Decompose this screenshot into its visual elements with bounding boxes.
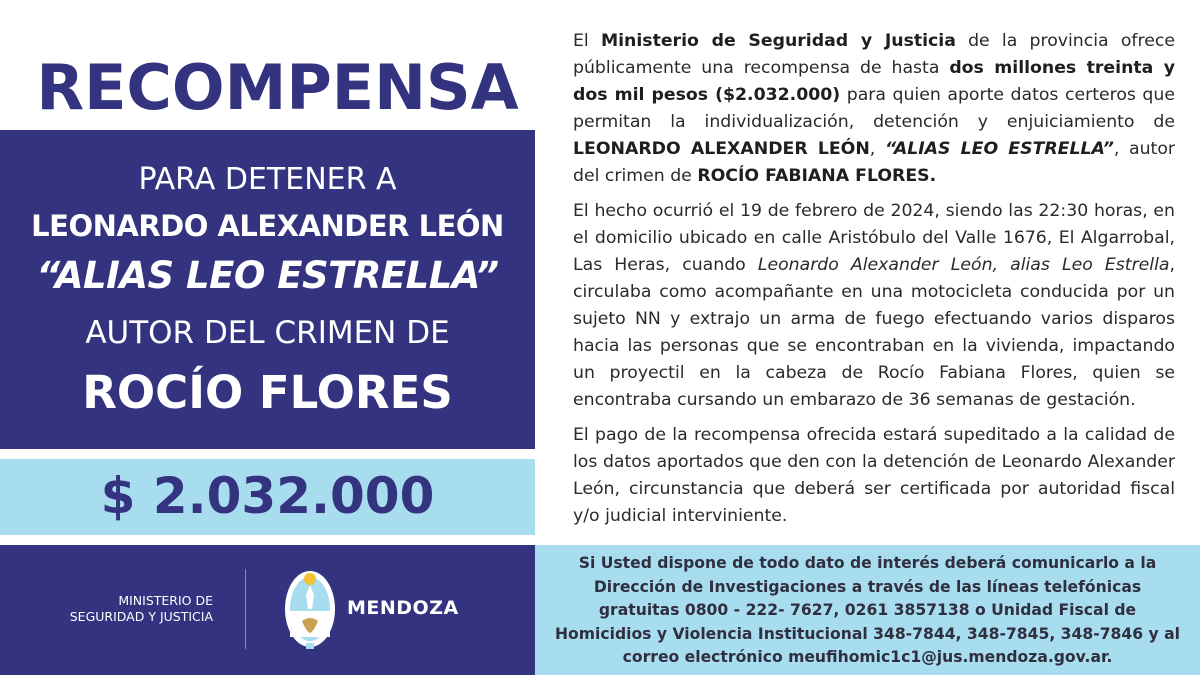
text-span: El bbox=[573, 31, 601, 51]
contact-info: Si Usted dispone de todo dato de interés deberá comunicarlo a la Dirección de Investigaciones a través de las líneas telefónicas gratuitas 0800 - 222- 7627, 0261 3857138 o Unidad Fiscal de Homicidios y Violencia Institucional 348-7844, 348-7845, 348-7846 y al correo electrónico meufihomic1c1@jus.mendoza.gov.ar. bbox=[555, 554, 1180, 666]
paragraph-1 bbox=[573, 28, 1175, 190]
text-span: para quien aporte datos certeros que permitan la individualización, detención y enjuiciamiento de bbox=[573, 85, 1175, 132]
footer-logos bbox=[0, 545, 535, 675]
italic-span: Leonardo Alexander León, alias Leo Estrella bbox=[757, 255, 1170, 275]
wanted-line-1: PARA DETENER A bbox=[138, 162, 397, 197]
victim-name: ROCÍO FLORES bbox=[82, 366, 453, 419]
logo-divider bbox=[245, 569, 246, 649]
reward-description bbox=[573, 28, 1175, 538]
reward-title: RECOMPENSA bbox=[36, 51, 519, 124]
wanted-panel bbox=[0, 130, 535, 449]
contact-band bbox=[535, 545, 1200, 675]
text-span: El hecho ocurrió el 19 de febrero de 2024, siendo las 22:30 horas, en el domicilio ubicado en calle Aristóbulo del Valle 1676, El Algarrobal, Las Heras, cuando bbox=[573, 201, 1175, 275]
text-span: , circulaba como acompañante en una motocicleta conducida por un sujeto NN y extrajo un arma de fuego efectuando varios disparos hacia las personas que se encontraban en la vivienda, impactando un proyectil en la cabeza de Rocío Fabiana Flores, quien se encontraba cursando un embarazo de 36 semanas de gestación. bbox=[573, 255, 1176, 410]
paragraph-2 bbox=[573, 198, 1175, 414]
bold-span: LEONARDO ALEXANDER LEÓN bbox=[573, 139, 870, 159]
text-span: , bbox=[869, 139, 885, 159]
text-span: , autor del crimen de bbox=[573, 139, 1175, 186]
province-name: MENDOZA bbox=[347, 597, 459, 619]
ministry-label bbox=[70, 593, 213, 625]
wanted-line-4: AUTOR DEL CRIMEN DE bbox=[85, 315, 450, 351]
ministry-line-2: SEGURIDAD Y JUSTICIA bbox=[69, 609, 213, 624]
wanted-name: LEONARDO ALEXANDER LEÓN bbox=[31, 209, 504, 243]
title-area bbox=[0, 0, 560, 130]
paragraph-3: El pago de la recompensa ofrecida estará supeditado a la calidad de los datos aportados que den con la detención de Leonardo Alexander León, circunstancia que deberá ser certificada por autoridad fiscal y/o judicial interviniente. bbox=[573, 425, 1175, 526]
bold-span: Ministerio de Seguridad y Justicia bbox=[600, 31, 956, 51]
wanted-alias: “ALIAS LEO ESTRELLA” bbox=[36, 254, 499, 297]
bold-span: ROCÍO FABIANA FLORES. bbox=[697, 166, 937, 186]
mendoza-crest-icon bbox=[282, 565, 338, 653]
bold-italic-span: “ALIAS LEO ESTRELLA” bbox=[884, 139, 1114, 159]
reward-amount: $ 2.032.000 bbox=[100, 467, 435, 525]
bold-span: dos millones treinta y dos mil pesos ($2.032.000) bbox=[573, 58, 1175, 105]
ministry-line-1: MINISTERIO DE bbox=[118, 593, 213, 608]
text-span: de la provincia ofrece públicamente una recompensa de hasta bbox=[573, 31, 1175, 78]
amount-band bbox=[0, 459, 535, 535]
